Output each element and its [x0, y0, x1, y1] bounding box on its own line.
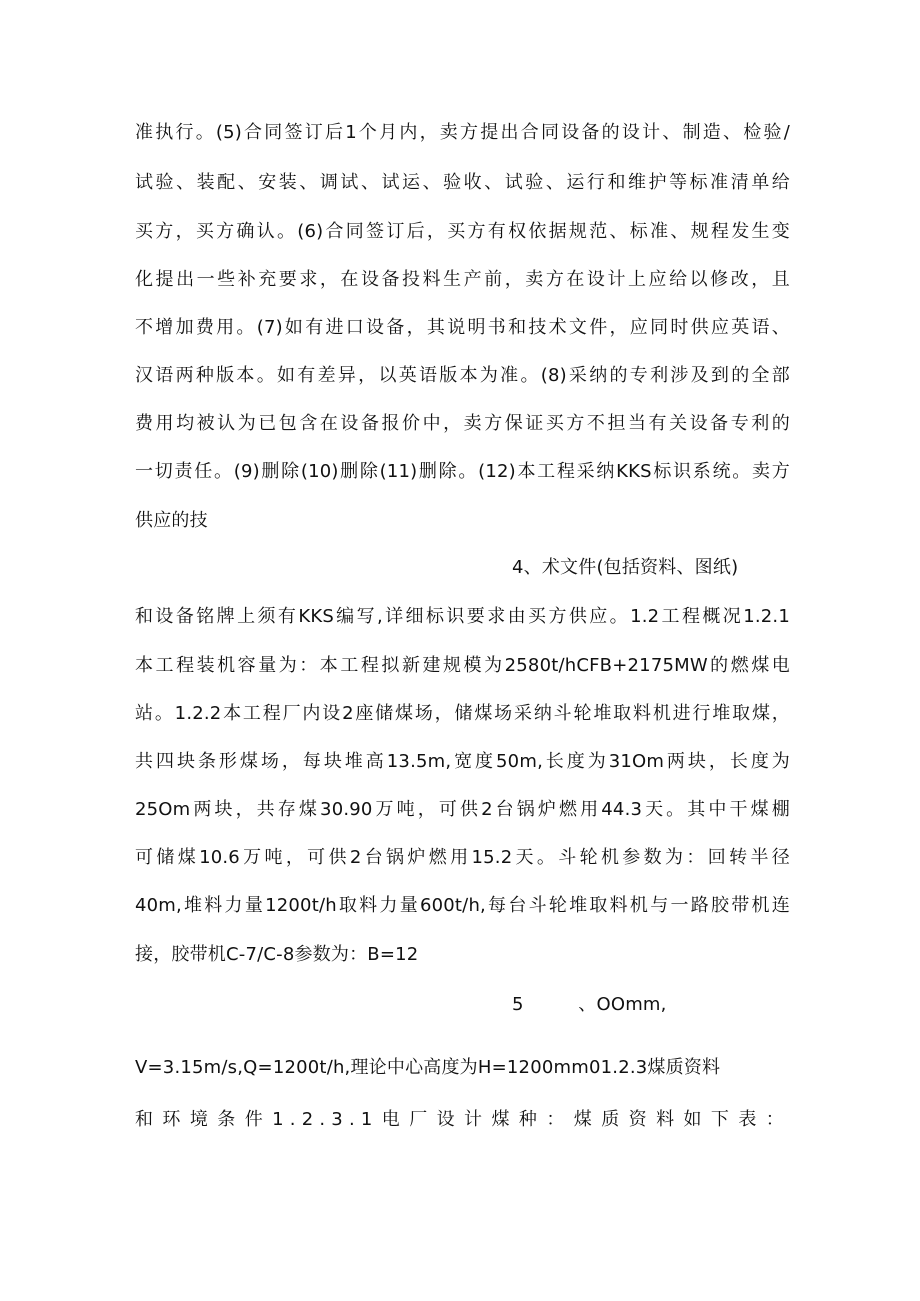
section-heading-line: 4、术文件(包括资料、图纸)	[512, 557, 739, 578]
fragment-line: 5 、OOmm,	[512, 994, 667, 1015]
paragraph-line: 试验、装配、安装、调试、试运、验收、试验、运行和维护等标准清单给	[135, 172, 790, 193]
paragraph-line: 本工程装机容量为：本工程拟新建规模为2580t∕hCFB+2175MW的燃煤电	[135, 655, 790, 676]
paragraph-line: 25Om两块，共存煤30.90万吨，可供2台锅炉燃用44.3天。其中干煤棚	[135, 799, 790, 820]
paragraph-line: 可储煤10.6万吨，可供2台锅炉燃用15.2天。斗轮机参数为：回转半径	[135, 847, 790, 868]
paragraph-line: V=3.15m∕s,Q=1200t∕h,理论中心高度为H=1200mm01.2.3煤质资料	[135, 1057, 721, 1078]
paragraph-line: 40m,堆料力量1200t∕h取料力量600t∕h,每台斗轮堆取料机与一路胶带机连	[135, 895, 790, 916]
paragraph-line: 汉语两种版本。如有差异，以英语版本为准。(8)采纳的专利涉及到的全部	[135, 365, 790, 386]
paragraph-line: 化提出一些补充要求，在设备投料生产前，卖方在设计上应给以修改，且	[135, 269, 790, 290]
paragraph-line: 站。1.2.2本工程厂内设2座储煤场，储煤场采纳斗轮堆取料机进行堆取煤，	[135, 703, 790, 724]
paragraph-line: 买方，买方确认。(6)合同签订后，买方有权依据规范、标准、规程发生变	[135, 221, 790, 242]
paragraph-line: 接，胶带机C-7/C-8参数为：B=12	[135, 944, 419, 965]
paragraph-line: 一切责任。(9)删除(10)删除(11)删除。(12)本工程采纳KKS标识系统。卖方	[135, 461, 790, 482]
paragraph-line: 共四块条形煤场，每块堆高13.5m,宽度50m,长度为31Om两块，长度为	[135, 751, 790, 772]
paragraph-line: 和环境条件1.2.3.1电厂设计煤种：煤质资料如下表：	[135, 1109, 790, 1130]
paragraph-line: 供应的技	[135, 510, 208, 531]
paragraph-line: 和设备铭牌上须有KKS编写,详细标识要求由买方供应。1.2工程概况1.2.1	[135, 606, 790, 627]
paragraph-line: 不增加费用。(7)如有进口设备，其说明书和技术文件，应同时供应英语、	[135, 317, 790, 338]
paragraph-line: 费用均被认为已包含在设备报价中，卖方保证买方不担当有关设备专利的	[135, 413, 790, 434]
paragraph-line: 准执行。(5)合同签订后1个月内，卖方提出合同设备的设计、制造、检验/	[135, 122, 790, 143]
